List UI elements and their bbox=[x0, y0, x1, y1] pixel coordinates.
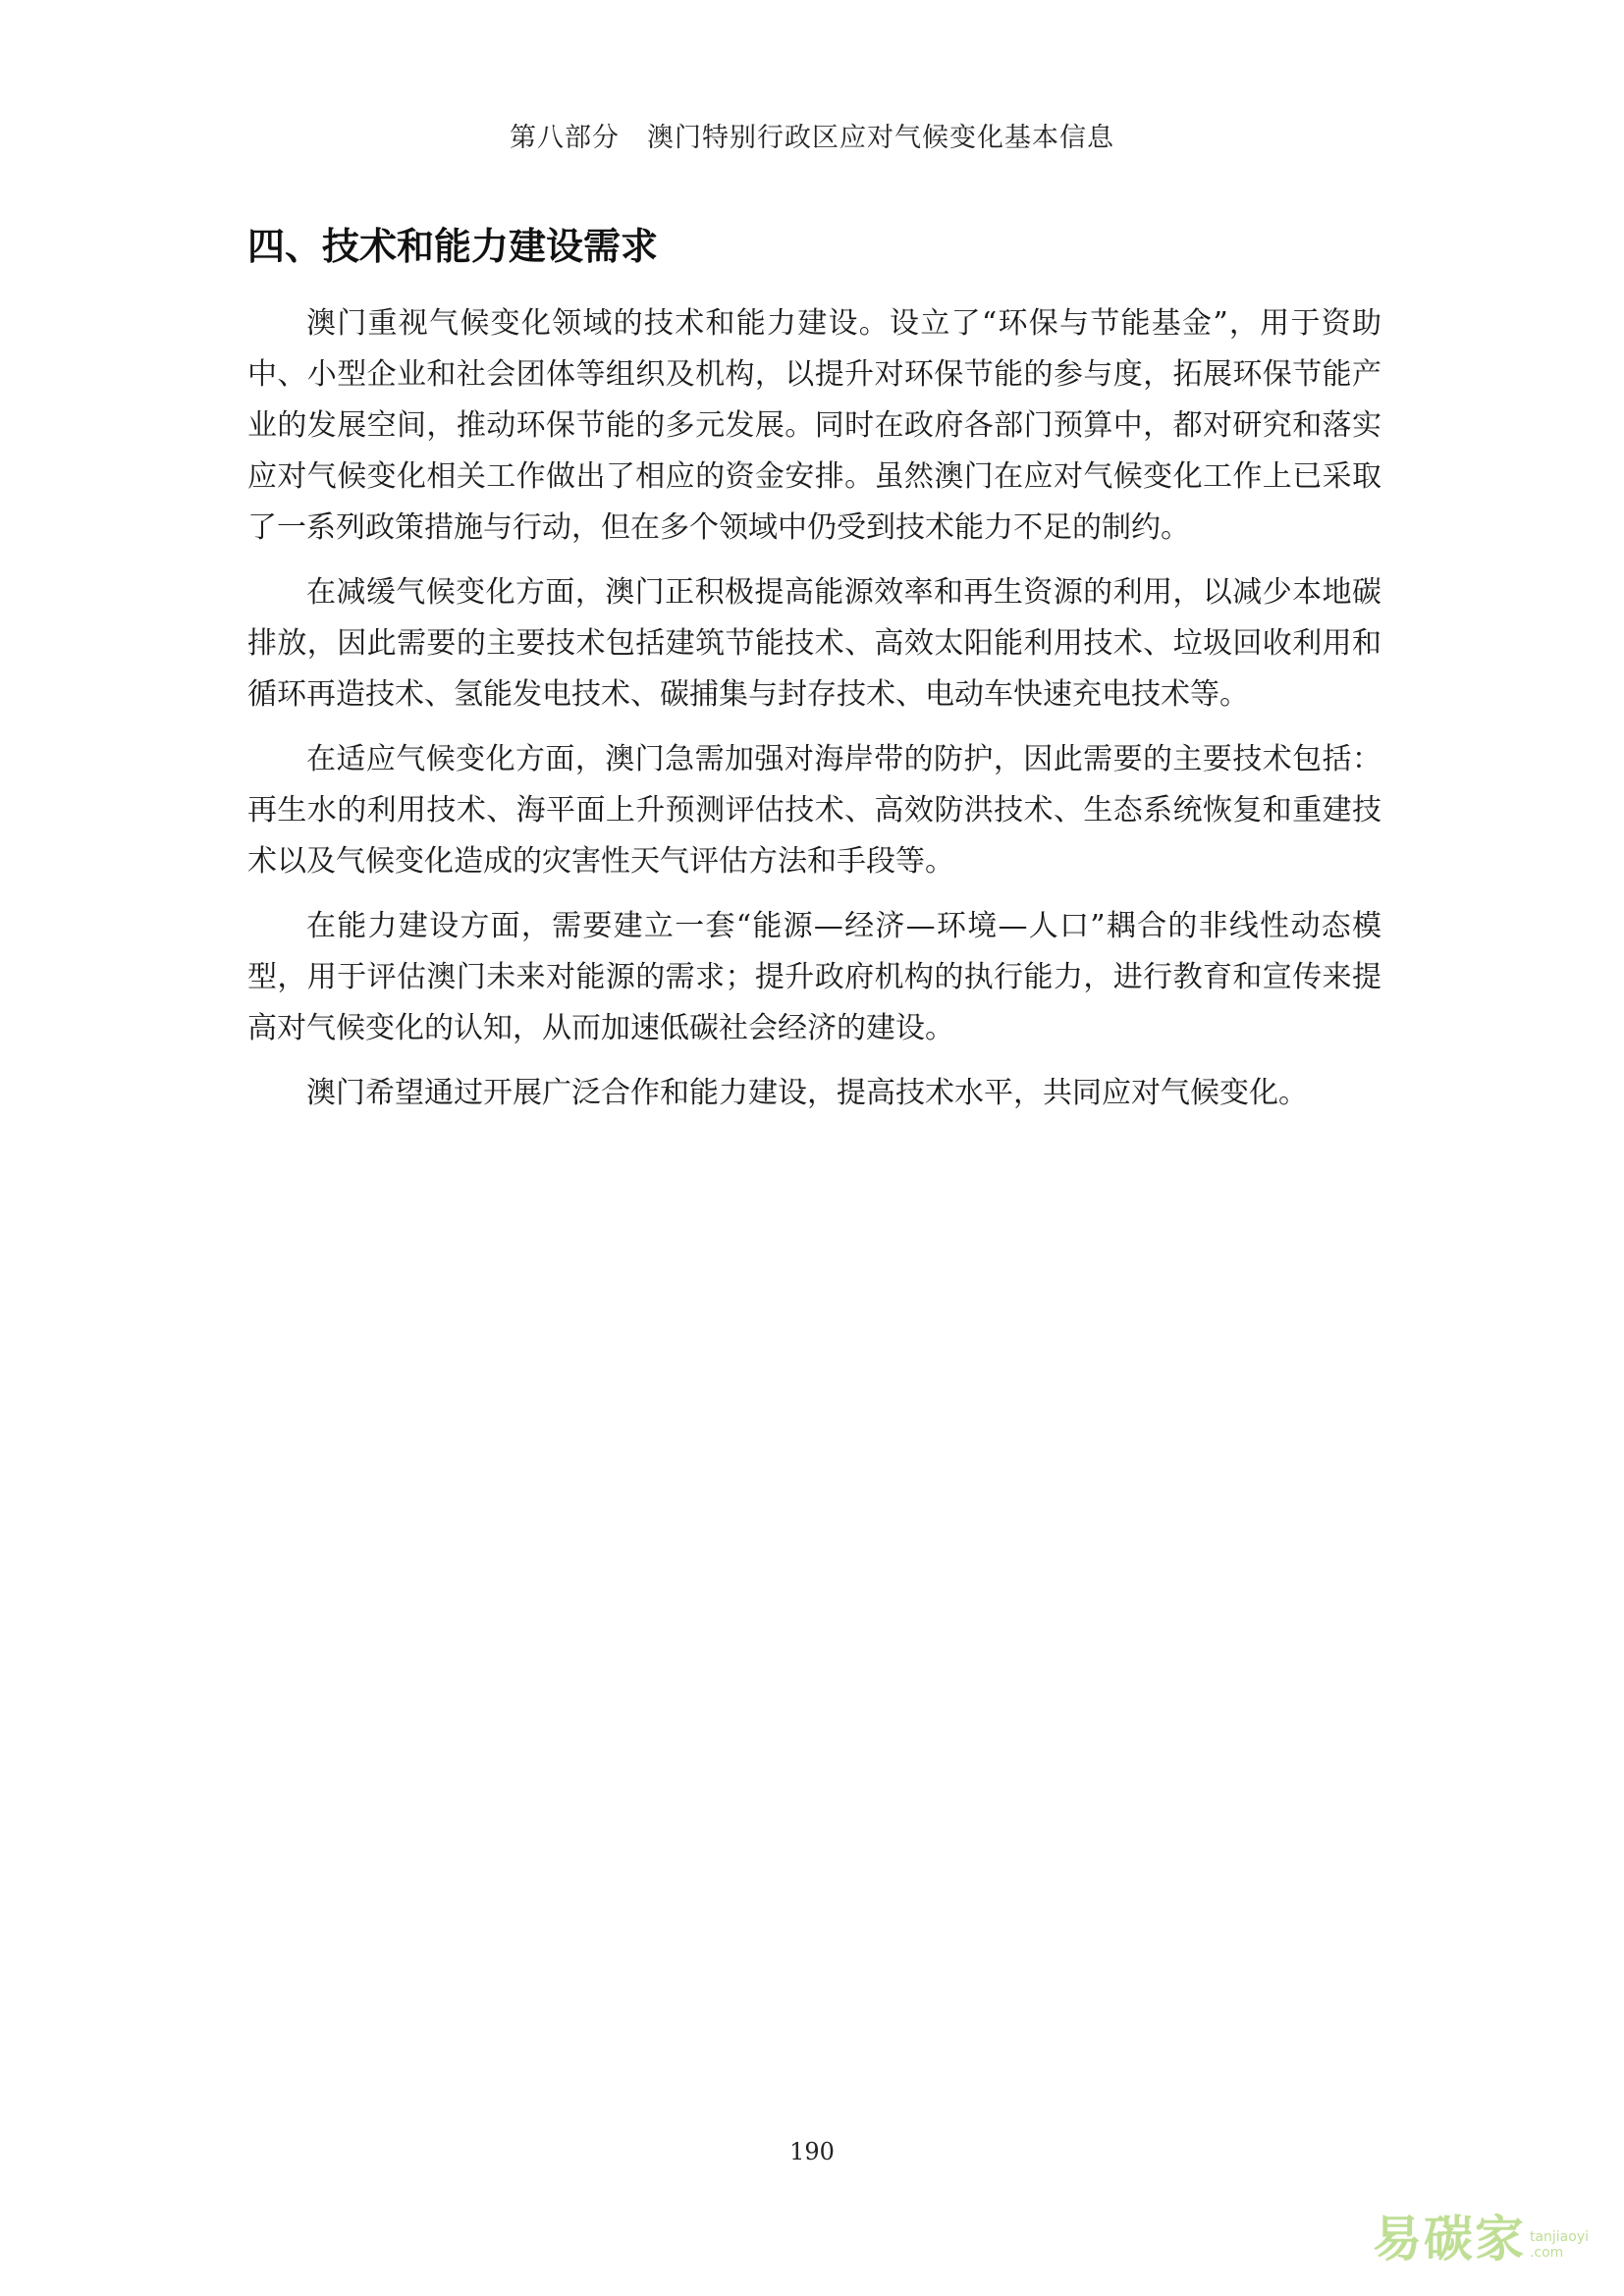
running-header: 第八部分 澳门特别行政区应对气候变化基本信息 bbox=[510, 123, 1114, 153]
paragraph-conclusion: 澳门希望通过开展广泛合作和能力建设，提高技术水平，共同应对气候变化。 bbox=[306, 1076, 1308, 1110]
watermark-sub-line1: tanjiaoyi bbox=[1529, 2229, 1589, 2245]
section-title: 四、技术和能力建设需求 bbox=[247, 225, 659, 268]
paragraph-tech-capacity-intro: 澳门重视气候变化领域的技术和能力建设。设立了“环保与节能基金”，用于资助中、小型企业和社会团体等组织及机构，以提升对环保节能的参与度，拓展环保节能产业的发展空间，推动环保节能的多元发展。同时在政府各部门预算中，都对研究和落实应对气候变化相关工作做出了相应的资金安排。虽然澳门在应对气候变化工作上已采取了一系列政策措施与行动，但在多个领域中仍受到技术能力不足的制约。 bbox=[247, 306, 1381, 545]
page-number: 190 bbox=[789, 2138, 835, 2165]
body-text bbox=[247, 298, 1381, 1133]
watermark-logo bbox=[1373, 2200, 1589, 2270]
watermark-main-text: 易碳家 bbox=[1372, 2211, 1526, 2268]
watermark-sub-line2: .com bbox=[1529, 2245, 1564, 2261]
paragraph-adaptation: 在适应气候变化方面，澳门急需加强对海岸带的防护，因此需要的主要技术包括：再生水的利用技术、海平面上升预测评估技术、高效防洪技术、生态系统恢复和重建技术以及气候变化造成的灾害性天气评估方法和手段等。 bbox=[247, 742, 1381, 879]
paragraph-mitigation: 在减缓气候变化方面，澳门正积极提高能源效率和再生资源的利用，以减少本地碳排放，因此需要的主要技术包括建筑节能技术、高效太阳能利用技术、垃圾回收利用和循环再造技术、氢能发电技术、碳捕集与封存技术、电动车快速充电技术等。 bbox=[247, 575, 1381, 712]
watermark-sub-text bbox=[1530, 2229, 1589, 2261]
paragraph-capacity-building: 在能力建设方面，需要建立一套“能源—经济—环境—人口”耦合的非线性动态模型，用于评估澳门未来对能源的需求；提升政府机构的执行能力，进行教育和宣传来提高对气候变化的认知，从而加速低碳社会经济的建设。 bbox=[247, 909, 1381, 1045]
